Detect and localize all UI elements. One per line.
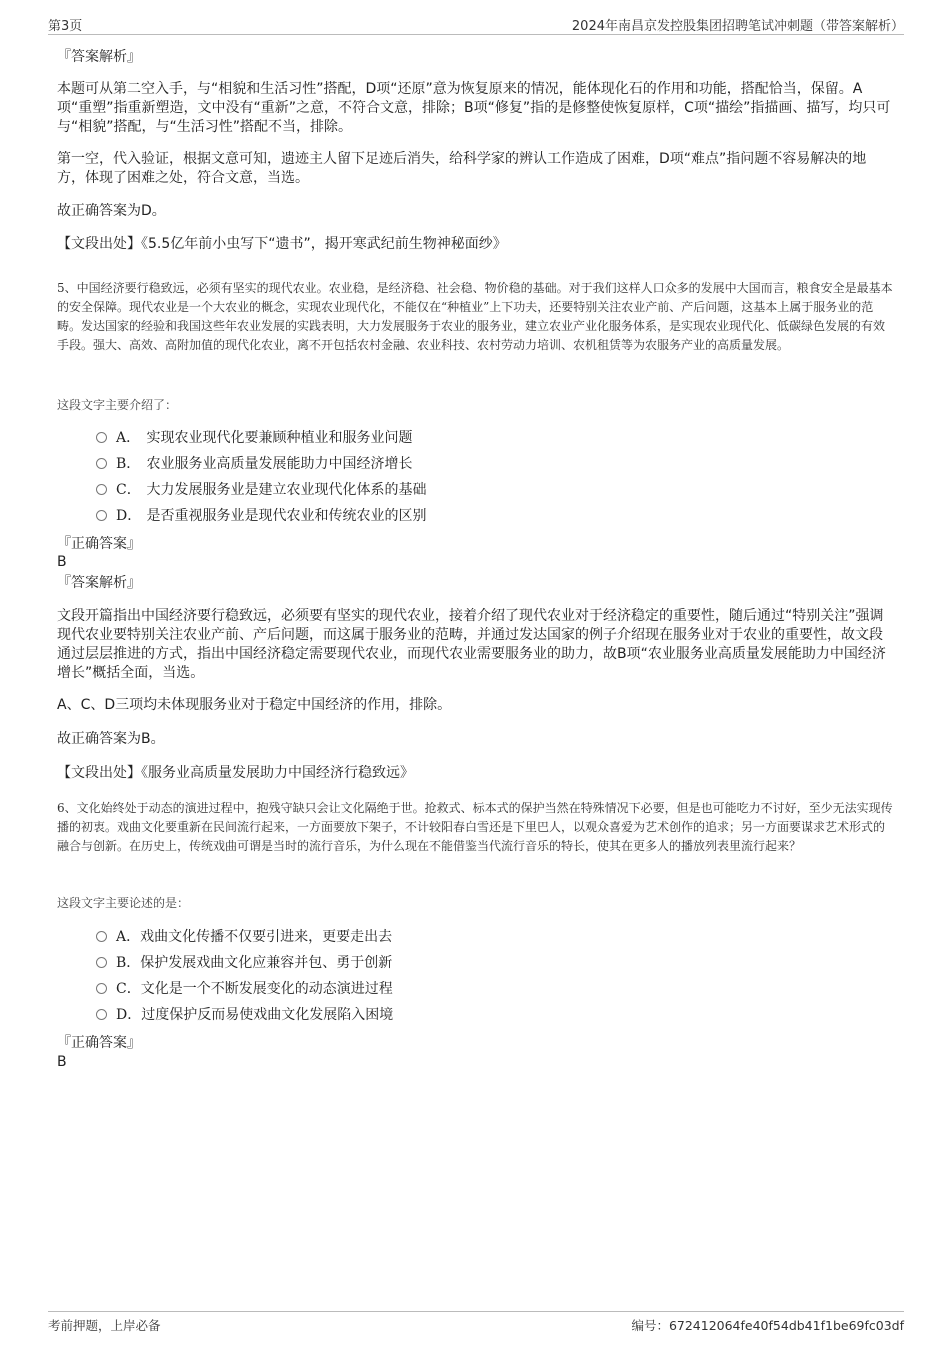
q4-final-answer: 故正确答案为D。: [57, 203, 166, 219]
q4-analysis-label: 『答案解析』: [57, 49, 141, 65]
q5-correct-answer: B: [57, 554, 67, 570]
q4-analysis-paragraph-1: 本题可从第二空入手，与“相貌和生活习性”搭配，D项“还原”意为恢复原来的情况，能体现化石的作用和功能，搭配恰当，保留。A项“重塑”指重新塑造，文中没有“重新”之意，不符合文意，排除；B项“修复”指的是修整使恢复原样，C项“描绘”指描画、描写，均只可与“相貌”搭配，与“生活习性”搭配不当，排除。: [57, 81, 891, 135]
radio-button-icon[interactable]: [96, 931, 107, 942]
q5-option-d[interactable]: D． 是否重视服务业是现代农业和传统农业的区别: [96, 506, 426, 526]
q6-question: 这段文字主要论述的是：: [57, 896, 190, 910]
radio-button-icon[interactable]: [96, 484, 107, 495]
radio-button-icon[interactable]: [96, 983, 107, 994]
q6-correct-answer: B: [57, 1054, 67, 1070]
q5-analysis-label: 『答案解析』: [57, 575, 141, 591]
radio-button-icon[interactable]: [96, 458, 107, 469]
q5-passage: 5、中国经济要行稳致远，必须有坚实的现代农业。农业稳，是经济稳、社会稳、物价稳的基础。对于我们这样人口众多的发展中大国而言，粮食安全是最基本的安全保障。现代农业是一个大农业的概念，实现农业现代化，不能仅在“种植业”上下功夫，还要特别关注农业产前、产后问题，这基本上属于服务业的范畴。发达国家的经验和我国这些年农业发展的实践表明，大力发展服务于农业的服务业，建立农业产业化服务体系，是实现农业现代化、低碳绿色发展的有效手段。强大、高效、高附加值的现代化农业，离不开包括农村金融、农业科技、农村劳动力培训、农机租赁等为农服务产业的高质量发展。: [57, 281, 893, 352]
document-code: 编号：672412064fe40f54db41f1be69fc03df: [631, 1318, 904, 1333]
q5-analysis-paragraph-2: A、C、D三项均未体现服务业对于稳定中国经济的作用，排除。: [57, 697, 452, 713]
q5-option-c[interactable]: C． 大力发展服务业是建立农业现代化体系的基础: [96, 480, 426, 500]
page-header: [48, 12, 904, 35]
q5-final-answer: 故正确答案为B。: [57, 731, 165, 747]
q5-option-a[interactable]: A． 实现农业现代化要兼顾种植业和服务业问题: [96, 428, 412, 448]
radio-button-icon[interactable]: [96, 1009, 107, 1020]
q5-source: 【文段出处】《服务业高质量发展助力中国经济行稳致远》: [57, 765, 414, 781]
q6-option-d[interactable]: D．过度保护反而易使戏曲文化发展陷入困境: [96, 1005, 393, 1025]
document-title: 2024年南昌京发控股集团招聘笔试冲刺题（带答案解析）: [571, 19, 904, 34]
radio-button-icon[interactable]: [96, 957, 107, 968]
page-number: 第3页: [48, 19, 83, 34]
q5-option-b[interactable]: B． 农业服务业高质量发展能助力中国经济增长: [96, 454, 412, 474]
q4-source: 【文段出处】《5.5亿年前小虫写下“遗书”，揭开寒武纪前生物神秘面纱》: [57, 236, 507, 252]
q5-analysis-paragraph-1: 文段开篇指出中国经济要行稳致远，必须要有坚实的现代农业，接着介绍了现代农业对于经济稳定的重要性，随后通过“特别关注”强调现代农业要特别关注农业产前、产后问题，而这属于服务业的范畴，并通过发达国家的例子介绍现在服务业对于农业的重要性，故文段通过层层推进的方式，指出中国经济稳定需要现代农业，而现代农业需要服务业的助力，故B项“农业服务业高质量发展能助力中国经济增长”概括全面，当选。: [57, 608, 886, 681]
q4-analysis-paragraph-2: 第一空，代入验证，根据文意可知，遗迹主人留下足迹后消失，给科学家的辨认工作造成了困难，D项“难点”指问题不容易解决的地方，体现了困难之处，符合文意，当选。: [57, 151, 867, 186]
q6-option-c[interactable]: C．文化是一个不断发展变化的动态演进过程: [96, 979, 393, 999]
radio-button-icon[interactable]: [96, 510, 107, 521]
q5-correct-answer-label: 『正确答案』: [57, 536, 141, 552]
q6-passage: 6、文化始终处于动态的演进过程中，抱残守缺只会让文化隔绝于世。抢救式、标本式的保护当然在特殊情况下必要，但是也可能吃力不讨好，至少无法实现传播的初衷。戏曲文化要重新在民间流行起来，一方面要放下架子，不计较阳春白雪还是下里巴人，以观众喜爱为艺术创作的追求；另一方面要谋求艺术形式的融合与创新。在历史上，传统戏曲可谓是当时的流行音乐，为什么现在不能借鉴当代流行音乐的特长，使其在更多人的播放列表里流行起来？: [57, 801, 893, 853]
q5-question: 这段文字主要介绍了：: [57, 398, 178, 412]
radio-button-icon[interactable]: [96, 432, 107, 443]
footer-slogan: 考前押题，上岸必备: [48, 1318, 161, 1333]
q6-option-b[interactable]: B．保护发展戏曲文化应兼容并包、勇于创新: [96, 953, 392, 973]
page-footer: [48, 1311, 904, 1336]
q6-correct-answer-label: 『正确答案』: [57, 1035, 141, 1051]
q6-option-a[interactable]: A．戏曲文化传播不仅要引进来，更要走出去: [96, 927, 392, 947]
